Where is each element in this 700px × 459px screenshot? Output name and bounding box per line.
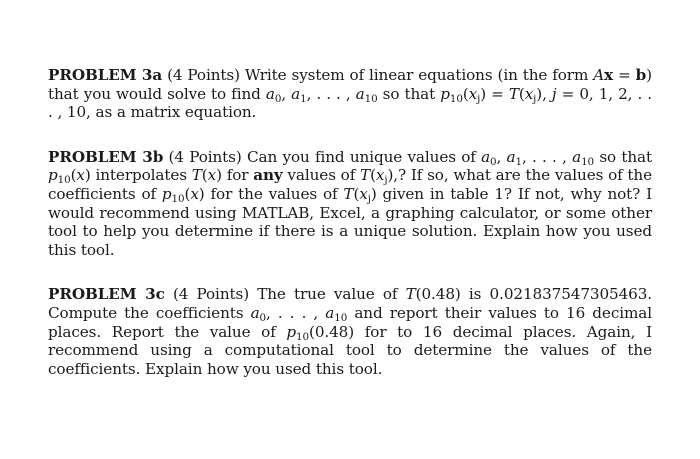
- problem-3c-points: (4 Points): [172, 285, 250, 304]
- problem-3c-text: The true value of T(0.48) is 0.021837547305463. Compute the coefficients $a_0$, . . . , $a_{10}$ and report their values to 16 decimal places. Report the value of $p_{10}(0.48)$ for to 16 decimal places. Again, I recommend using a computational tool to determine the values of the coefficients. Explain how you used this tool.: [48, 285, 653, 378]
- problem-3a-points: (4 Points): [167, 66, 240, 84]
- problem-3a: [48, 66, 652, 122]
- problem-3b-points: (4 Points): [168, 147, 242, 166]
- problem-3a-title: PROBLEM 3a: [48, 66, 163, 84]
- problem-3b: [48, 148, 652, 260]
- problem-3b-title: PROBLEM 3b: [48, 147, 164, 166]
- problem-3c-title: PROBLEM 3c: [48, 285, 165, 304]
- problem-3b-text: Can you find unique values of $a_0$, $a_1$, . . . , $a_{10}$ so that $p_{10}(x)$ interpolates T(x) for any values of $T(x_j)$,? If so, what are the values of the coefficients of $p_{10}(x)$ for the values of $T(x_j)$ given in table 1? If not, why not? I would recommend using MATLAB, Excel, a graphing calculator, or some other tool to help you determine if there is a unique solution. Explain how you used this tool.: [48, 147, 653, 259]
- problem-3c: [48, 285, 652, 378]
- document-page: [48, 66, 652, 404]
- problem-3a-text: Write system of linear equations (in the form Ax = b) that you would solve to find $a_0$, $a_1$, . . . , $a_{10}$ so that $p_{10}(x_j) = T(x_j)$, j = 0, 1, 2, . . . , 10, as a matrix equation.: [48, 66, 652, 122]
